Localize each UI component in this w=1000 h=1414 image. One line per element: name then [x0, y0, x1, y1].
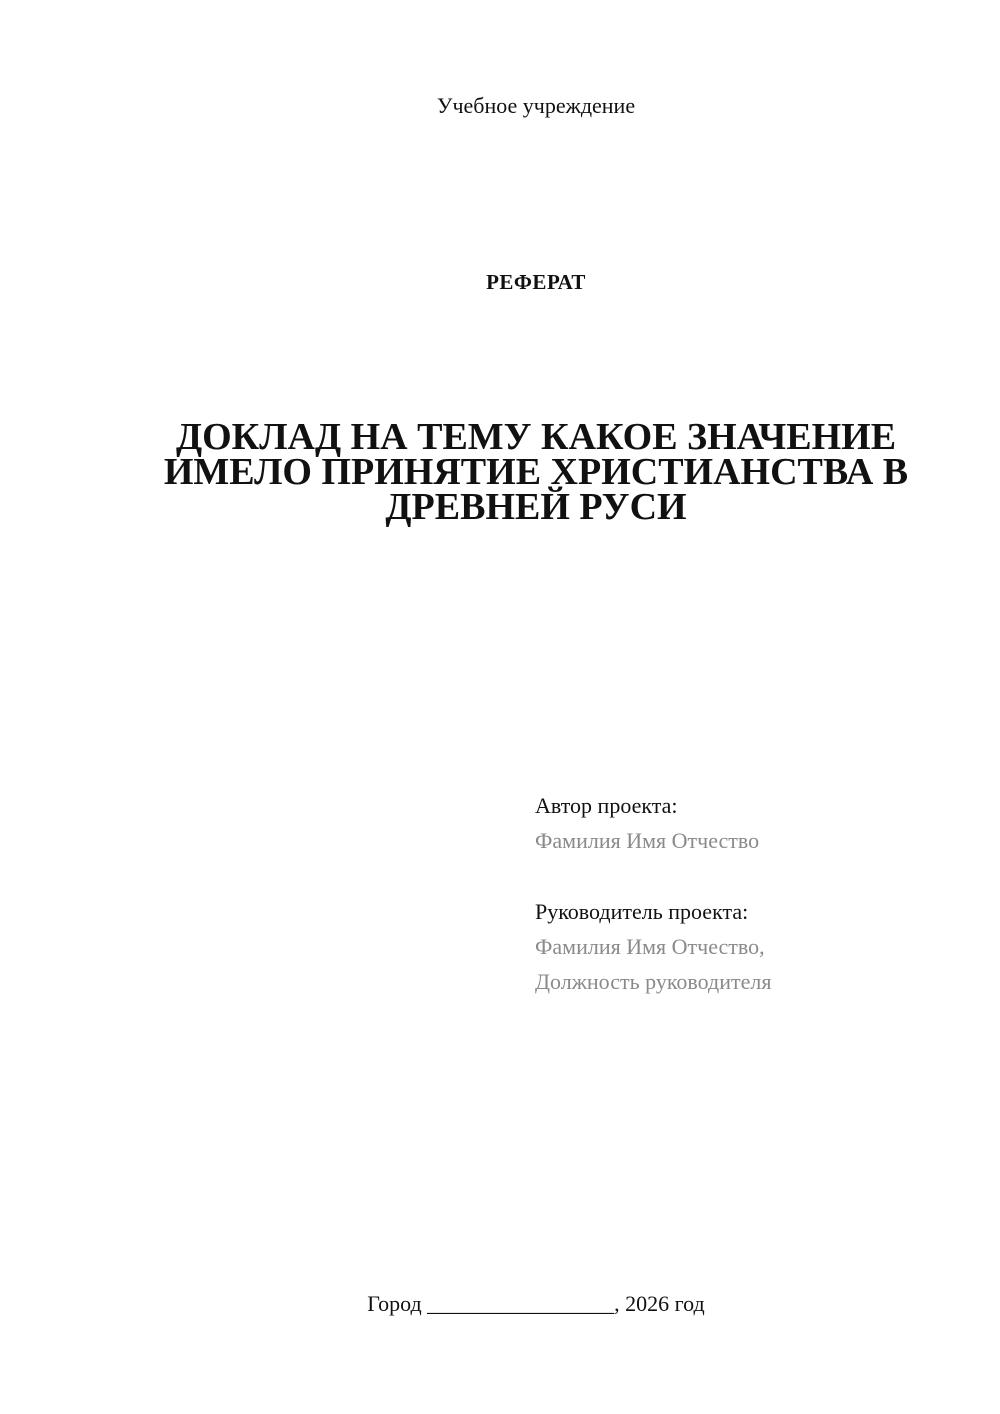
institution-name: Учебное учреждение: [436, 93, 636, 118]
document-type: РЕФЕРАТ: [486, 270, 586, 294]
title-line-3: ДРЕВНЕЙ РУСИ: [385, 486, 687, 528]
spacer: [535, 858, 975, 894]
project-info: [535, 788, 975, 999]
supervisor-name: Фамилия Имя Отчество,: [535, 934, 765, 959]
author-name: Фамилия Имя Отчество: [535, 828, 760, 853]
document-title: [140, 416, 932, 528]
supervisor-position: Должность руководителя: [535, 969, 772, 994]
author-label: Автор проекта:: [535, 793, 678, 818]
title-line-2: ИМЕЛО ПРИНЯТИЕ ХРИСТИАНСТВА В: [163, 451, 909, 493]
city-year-line: Город _________________, 2026 год: [367, 1291, 705, 1316]
supervisor-label: Руководитель проекта:: [535, 899, 749, 924]
title-line-1: ДОКЛАД НА ТЕМУ КАКОЕ ЗНАЧЕНИЕ: [175, 416, 897, 458]
